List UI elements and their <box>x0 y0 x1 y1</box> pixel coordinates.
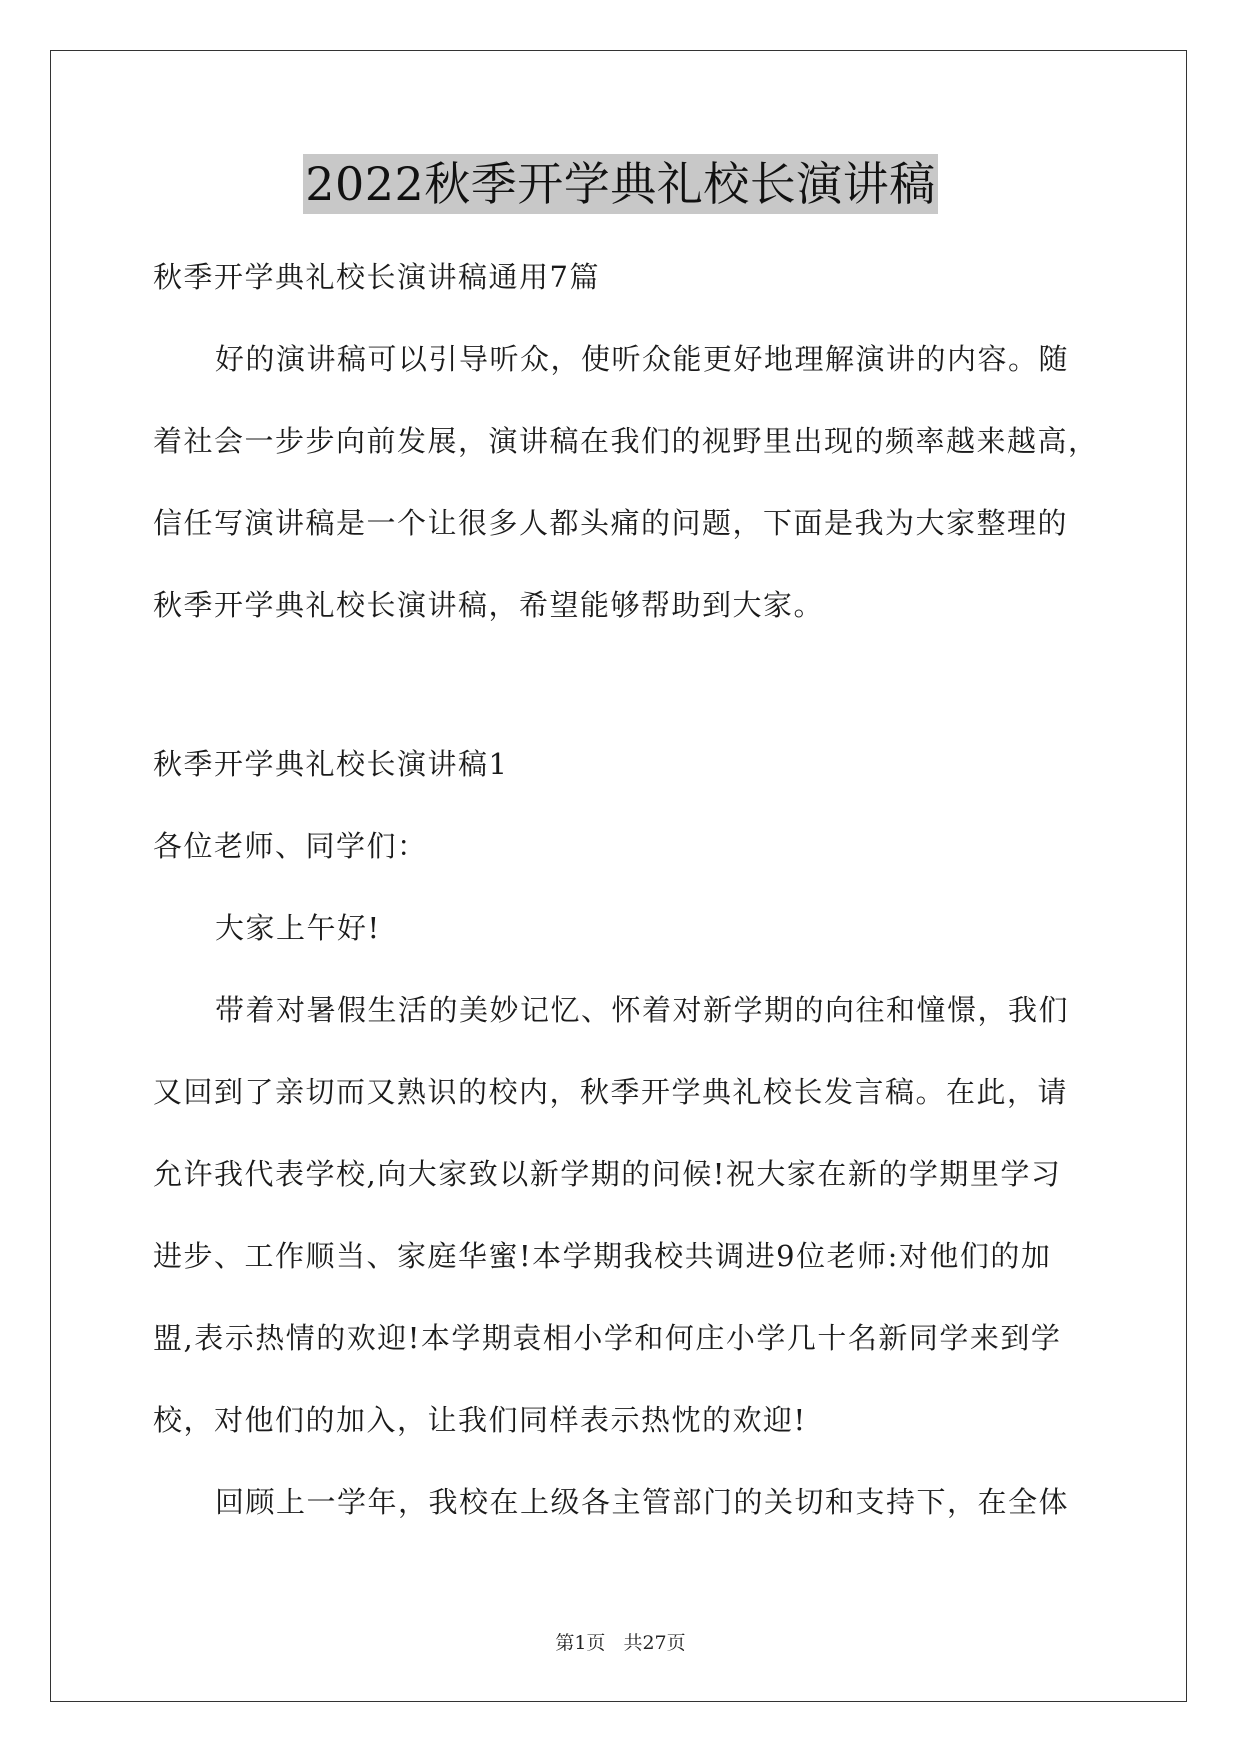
paragraph-gap <box>153 646 1093 723</box>
intro-line: 秋季开学典礼校长演讲稿，希望能够帮助到大家。 <box>153 588 825 622</box>
intro-line: 好的演讲稿可以引导听众，使听众能更好地理解演讲的内容。随 <box>215 342 1070 376</box>
salutation: 各位老师、同学们： <box>153 829 428 863</box>
title-container <box>0 154 1241 214</box>
document-title: 2022秋季开学典礼校长演讲稿 <box>303 154 938 214</box>
paragraph-line: 校，对他们的加入，让我们同样表示热忱的欢迎! <box>153 1403 807 1437</box>
document-subtitle: 秋季开学典礼校长演讲稿通用7篇 <box>153 260 600 294</box>
document-body <box>153 236 1099 1543</box>
section-title: 秋季开学典礼校长演讲稿1 <box>153 747 509 781</box>
paragraph-line: 允许我代表学校,向大家致以新学期的问候!祝大家在新的学期里学习 <box>153 1157 1062 1191</box>
paragraph-line: 带着对暑假生活的美妙记忆、怀着对新学期的向往和憧憬，我们 <box>215 993 1070 1027</box>
page-footer <box>0 1628 1241 1655</box>
page-number-total: 共27页 <box>623 1632 686 1654</box>
paragraph-line: 回顾上一学年，我校在上级各主管部门的关切和支持下，在全体 <box>215 1485 1070 1519</box>
paragraph-line: 进步、工作顺当、家庭华蜜!本学期我校共调进9位老师:对他们的加 <box>153 1239 1052 1273</box>
intro-line: 信任写演讲稿是一个让很多人都头痛的问题，下面是我为大家整理的 <box>153 506 1069 540</box>
paragraph-line: 盟,表示热情的欢迎!本学期袁相小学和何庄小学几十名新同学来到学 <box>153 1321 1062 1355</box>
intro-line: 着社会一步步向前发展，演讲稿在我们的视野里出现的频率越来越高， <box>153 424 1099 458</box>
page-number-current: 第1页 <box>555 1632 606 1654</box>
greeting: 大家上午好! <box>215 911 381 945</box>
paragraph-line: 又回到了亲切而又熟识的校内，秋季开学典礼校长发言稿。在此，请 <box>153 1075 1069 1109</box>
